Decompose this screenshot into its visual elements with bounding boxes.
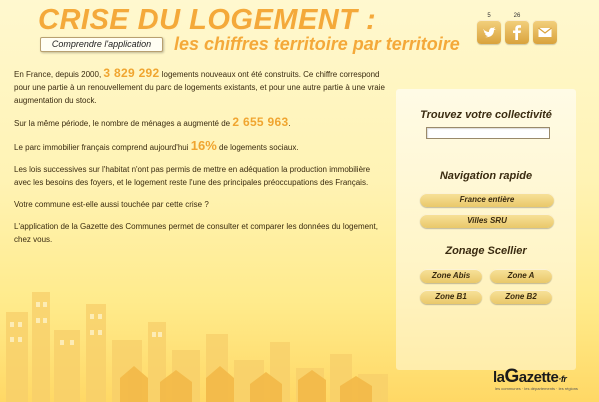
- search-title: Trouvez votre collectivité: [420, 109, 552, 121]
- logo-tagline: les communes · les départements · les régions: [495, 386, 578, 391]
- gazette-logo[interactable]: laGazette·fr: [493, 366, 567, 387]
- email-count: [533, 13, 557, 20]
- stat-new-housing: 3 829 292: [103, 66, 160, 80]
- france-entiere-button[interactable]: France entière: [420, 193, 554, 207]
- email-button[interactable]: [533, 20, 557, 44]
- zone-b2-button[interactable]: Zone B2: [490, 290, 552, 304]
- twitter-share: [477, 13, 501, 44]
- facebook-icon: [509, 24, 525, 40]
- zone-a-button[interactable]: Zone A: [490, 269, 552, 283]
- paragraph-application: L'application de la Gazette des Communes permet de consulter et comparer les données du logement, chez vous.: [14, 222, 378, 244]
- collectivite-search-input[interactable]: [426, 127, 550, 139]
- twitter-bird-icon: [481, 24, 497, 40]
- understand-app-button[interactable]: Comprendre l'application: [40, 37, 163, 52]
- villes-sru-button[interactable]: Villes SRU: [420, 214, 554, 228]
- email-share: [533, 13, 557, 44]
- paragraph-households: Sur la même période, le nombre de ménages a augmenté de 2 655 963.: [14, 115, 291, 129]
- zone-abis-button[interactable]: Zone Abis: [420, 269, 482, 283]
- cityscape-illustration: [0, 282, 400, 402]
- facebook-button[interactable]: [505, 20, 529, 44]
- paragraph-social-housing: Le parc immobilier français comprend aujourd'hui 16% de logements sociaux.: [14, 138, 299, 153]
- zone-b1-button[interactable]: Zone B1: [420, 290, 482, 304]
- twitter-count: 5: [487, 13, 491, 19]
- intro-text: [14, 67, 386, 255]
- stat-social-housing: 16%: [190, 138, 217, 153]
- twitter-button[interactable]: [477, 20, 501, 44]
- facebook-share: [505, 13, 529, 44]
- page-title: CRISE DU LOGEMENT :: [38, 4, 377, 36]
- paragraph-question: Votre commune est-elle aussi touchée par cette crise ?: [14, 200, 209, 209]
- facebook-count: 26: [513, 13, 521, 19]
- quick-nav-title: Navigation rapide: [439, 170, 533, 182]
- page-subtitle: les chiffres territoire par territoire: [174, 34, 460, 54]
- paragraph-laws: Les lois successives sur l'habitat n'ont pas permis de mettre en adéquation la production immobilière avec les besoins des foyers, et le logement reste l'une des principales préoccupations des Français.: [14, 165, 371, 187]
- search-panel: [396, 89, 576, 370]
- paragraph-construction: En France, depuis 2000, 3 829 292 logements nouveaux ont été construits. Ce chiffre correspond pour une partie à un renouvellement du parc de logements existants, et pour une autre partie à une vraie augmentation du stock.: [14, 66, 385, 105]
- email-icon: [537, 24, 553, 40]
- zonage-title: Zonage Scellier: [445, 245, 527, 257]
- stat-households: 2 655 963: [232, 115, 289, 129]
